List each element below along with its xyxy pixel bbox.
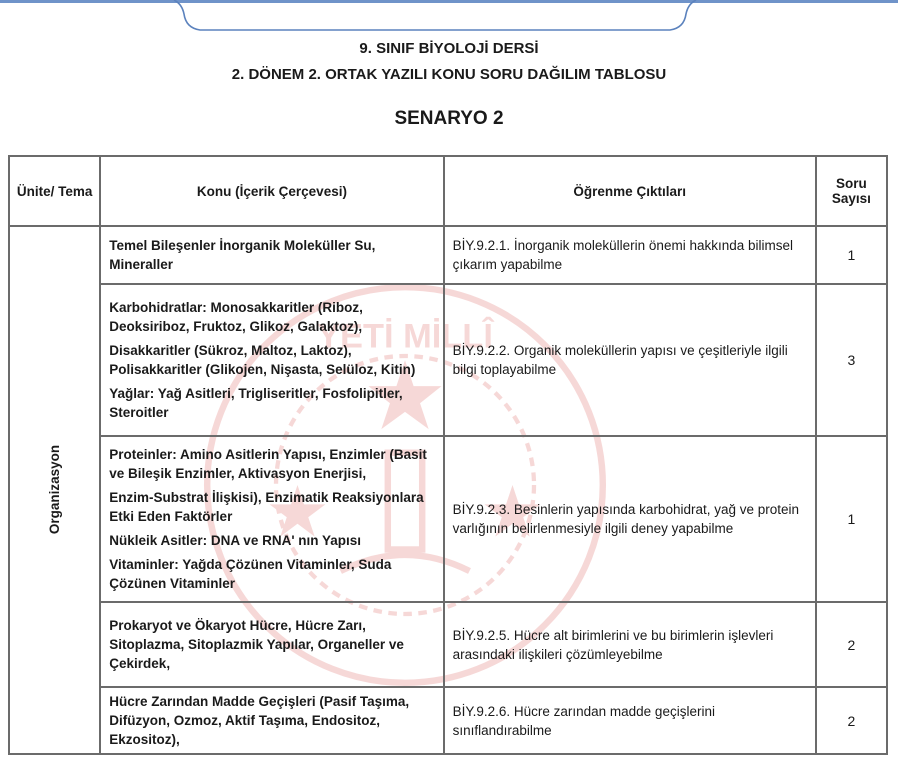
column-header-topic: Konu (İçerik Çerçevesi) xyxy=(100,156,443,226)
topic-text: Nükleik Asitler: DNA ve RNA' nın Yapısı xyxy=(109,533,362,548)
topic-cell xyxy=(100,284,443,436)
unit-cell xyxy=(9,226,100,754)
table-row xyxy=(9,436,887,602)
topic-cell xyxy=(100,602,443,687)
topic-text: Yağlar: Yağ Asitleri, Trigliseritler, Fosfolipitler, Steroitler xyxy=(109,386,403,420)
unit-label: Organizasyon xyxy=(47,444,63,535)
header-bracket xyxy=(170,0,700,34)
topic-text: Hücre Zarından Madde Geçişleri (Pasif Taşıma, Difüzyon, Ozmoz, Aktif Taşıma, Endositoz, Ekzositoz), xyxy=(109,694,410,747)
table-title: 2. DÖNEM 2. ORTAK YAZILI KONU SORU DAĞILIM TABLOSU xyxy=(231,66,667,83)
scenario-title: SENARYO 2 xyxy=(394,108,504,129)
table-row xyxy=(9,226,887,284)
question-count-cell: 1 xyxy=(816,226,887,284)
column-header-question-count: Soru Sayısı xyxy=(816,156,887,226)
table-row xyxy=(9,687,887,754)
outcome-cell: BİY.9.2.1. İnorganik moleküllerin önemi hakkında bilimsel çıkarım yapabilme xyxy=(444,226,816,284)
topic-text: Proteinler: Amino Asitlerin Yapısı, Enzimler (Basit ve Bileşik Enzimler, Aktivasyon Enerjisi, xyxy=(109,447,427,481)
topic-text: Enzim-Substrat İlişkisi), Enzimatik Reaksiyonlara Etki Eden Faktörler xyxy=(109,490,424,524)
outcome-cell: BİY.9.2.3. Besinlerin yapısında karbohidrat, yağ ve protein varlığının belirlenmesiyle ilgili deney yapabilme xyxy=(444,436,816,602)
question-count-cell: 2 xyxy=(816,687,887,754)
question-count-cell: 1 xyxy=(816,436,887,602)
table-row xyxy=(9,284,887,436)
topic-text: Karbohidratlar: Monosakkaritler (Riboz, Deoksiriboz, Fruktoz, Glikoz, Galaktoz), xyxy=(109,300,363,334)
outcome-cell: BİY.9.2.2. Organik moleküllerin yapısı ve çeşitleriyle ilgili bilgi toplayabilme xyxy=(444,284,816,436)
topic-text: Disakkaritler (Sükroz, Maltoz, Laktoz), Polisakkaritler (Glikojen, Nişasta, Selüloz, Kitin) xyxy=(109,343,416,377)
svg-text:YETİ MİLLÎ: YETİ MİLLÎ xyxy=(317,317,493,356)
course-title: 9. SINIF BİYOLOJİ DERSİ xyxy=(359,40,539,57)
column-header-outcomes: Öğrenme Çıktıları xyxy=(444,156,816,226)
topic-text: Prokaryot ve Ökaryot Hücre, Hücre Zarı, Sitoplazma, Sitoplazmik Yapılar, Organeller ve Çekirdek, xyxy=(109,618,404,671)
question-count-cell: 2 xyxy=(816,602,887,687)
topic-cell xyxy=(100,687,443,754)
topic-text: Vitaminler: Yağda Çözünen Vitaminler, Suda Çözünen Vitaminler xyxy=(109,557,392,591)
outcome-cell: BİY.9.2.5. Hücre alt birimlerini ve bu birimlerin işlevleri arasındaki ilişkileri çözümleyebilme xyxy=(444,602,816,687)
question-count-cell: 3 xyxy=(816,284,887,436)
table-header-row xyxy=(9,156,887,226)
topic-cell xyxy=(100,226,443,284)
topic-text: Temel Bileşenler İnorganik Moleküller Su, Mineraller xyxy=(109,238,376,272)
topic-distribution-table xyxy=(8,155,888,755)
table-row xyxy=(9,602,887,687)
outcome-cell: BİY.9.2.6. Hücre zarından madde geçişlerini sınıflandırabilme xyxy=(444,687,816,754)
column-header-unit: Ünite/ Tema xyxy=(9,156,100,226)
topic-cell xyxy=(100,436,443,602)
